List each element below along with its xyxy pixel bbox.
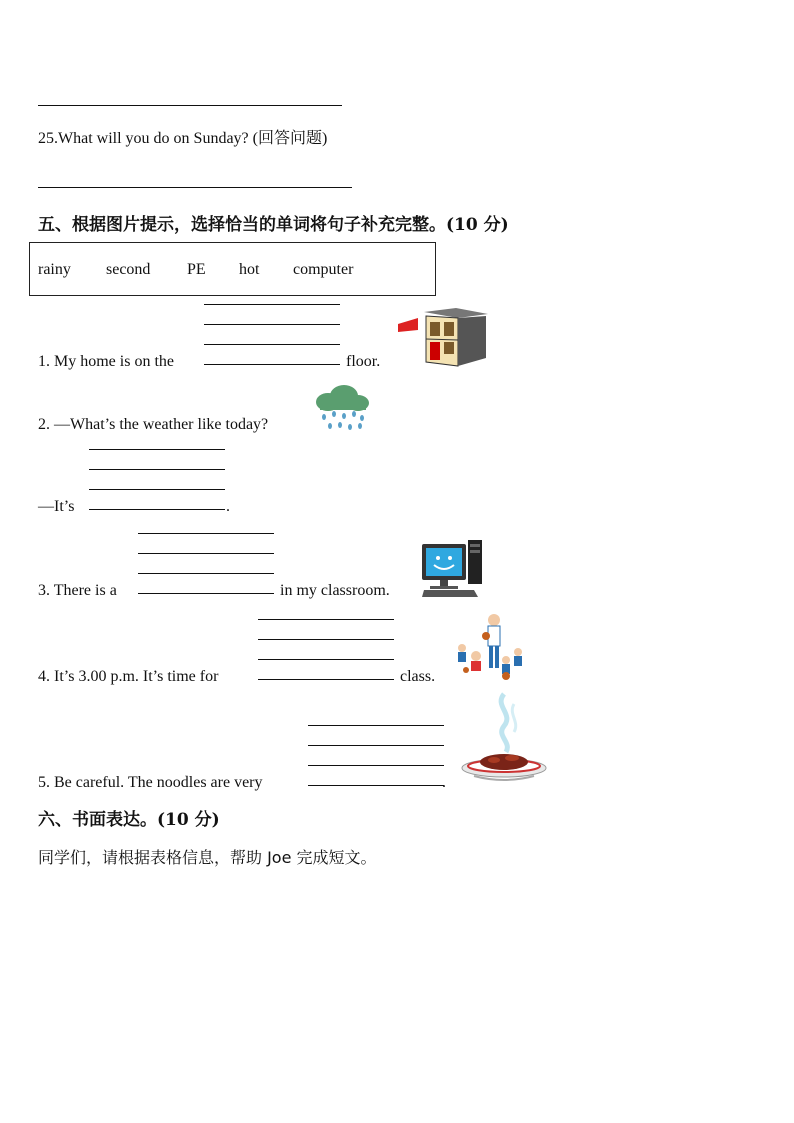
section-6-instruction: 同学们，请根据表格信息，帮助 Joe 完成短文。 xyxy=(38,848,377,867)
guide-line xyxy=(204,304,340,305)
answer-line-1[interactable] xyxy=(204,364,340,365)
word-bank-item: PE xyxy=(187,261,206,278)
guide-line xyxy=(204,324,340,325)
word-bank-item: second xyxy=(106,261,151,278)
word-bank-item: hot xyxy=(239,261,260,278)
computer-icon xyxy=(422,540,484,598)
item-4-text: 4. It’s 3.00 p.m. It’s time for xyxy=(38,668,219,685)
item-3-after: in my classroom. xyxy=(280,582,390,599)
guide-line xyxy=(138,573,274,574)
guide-line xyxy=(258,659,394,660)
guide-line xyxy=(308,725,444,726)
rain-cloud-icon xyxy=(314,384,370,432)
answer-line-4[interactable] xyxy=(258,679,394,680)
word-bank-item: rainy xyxy=(38,261,71,278)
basketball-kids-icon xyxy=(454,612,530,684)
guide-line xyxy=(258,619,394,620)
guide-line xyxy=(204,344,340,345)
item-2-answer-prefix: —It’s xyxy=(38,498,75,515)
guide-line xyxy=(258,639,394,640)
word-bank xyxy=(29,242,436,296)
guide-line xyxy=(89,449,225,450)
word-bank-item: computer xyxy=(293,261,354,278)
guide-line xyxy=(138,533,274,534)
answer-line-q25[interactable] xyxy=(38,187,352,188)
guide-line xyxy=(308,745,444,746)
item-4-after: class. xyxy=(400,668,436,685)
guide-line xyxy=(138,553,274,554)
item-5-after: . xyxy=(442,774,446,791)
hot-noodles-icon xyxy=(460,690,550,786)
guide-line xyxy=(89,469,225,470)
item-5-text: 5. Be careful. The noodles are very xyxy=(38,774,263,791)
guide-line xyxy=(308,765,444,766)
item-2-after: . xyxy=(226,498,230,515)
item-1-text: 1. My home is on the xyxy=(38,353,174,370)
guide-line xyxy=(89,489,225,490)
house-icon xyxy=(396,306,488,368)
answer-line-2[interactable] xyxy=(89,509,225,510)
section-5-heading: 五、根据图片提示，选择恰当的单词将句子补充完整。(10 分) xyxy=(38,215,509,235)
item-2-text: 2. —What’s the weather like today? xyxy=(38,416,269,433)
answer-line-5[interactable] xyxy=(308,785,444,786)
answer-line-3[interactable] xyxy=(138,593,274,594)
answer-line-q24[interactable] xyxy=(38,105,342,106)
section-6-heading: 六、书面表达。(10 分) xyxy=(38,810,220,830)
question-25: 25.What will you do on Sunday? (回答问题) xyxy=(38,130,328,147)
item-3-text: 3. There is a xyxy=(38,582,117,599)
item-1-after: floor. xyxy=(346,353,381,370)
